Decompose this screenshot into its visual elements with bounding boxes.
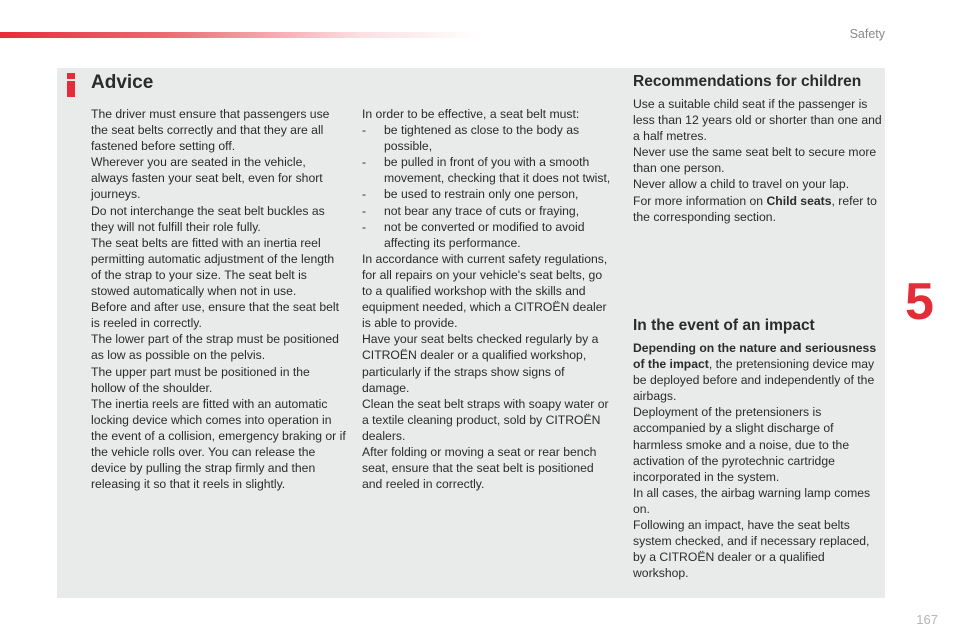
dash-marker: - [362, 219, 367, 234]
dash-marker: - [362, 155, 367, 170]
paragraph: In order to be effective, a seat belt must: [362, 107, 580, 121]
children-heading: Recommendations for children [633, 73, 862, 90]
chapter-number: 5 [905, 273, 934, 331]
list-item: - be used to restrain only one person, [362, 187, 579, 202]
header-accent-bar [0, 32, 480, 38]
paragraph: Wherever you are seated in the vehicle, always fasten your seat belt, even for short journeys. [91, 155, 323, 202]
paragraph: Never use the same seat belt to secure more than one person. [633, 145, 877, 176]
paragraph: Depending on the nature and seriousness of the impact, the pretensioning device may be deployed before and independently of the airbags. [633, 341, 877, 404]
paragraph: In accordance with current safety regulations, for all repairs on your vehicle's seat belts, go to a qualified workshop with the skills and equipment needed, which a CITROËN dealer is able to provide. [362, 251, 608, 331]
info-icon [65, 73, 77, 97]
paragraph: Never allow a child to travel on your lap. [633, 177, 850, 192]
list-item: - be tightened as close to the body as possible, [362, 123, 580, 154]
paragraph: Deployment of the pretensioners is accompanied by a slight discharge of harmless smoke and a noise, due to the activation of the pyrotechnic cartridge incorporated in the system. [633, 405, 850, 484]
paragraph: Use a suitable child seat if the passenger is less than 12 years old or shorter than one and a half metres. [633, 97, 882, 144]
paragraph: The driver must ensure that passengers use the seat belts correctly and that they are all fastened before setting off. [91, 107, 330, 154]
list-item: - not bear any trace of cuts or fraying, [362, 203, 580, 218]
child-seats-reference: Child seats [766, 193, 832, 208]
dash-marker: - [362, 187, 367, 202]
dash-marker: - [362, 203, 367, 218]
paragraph: For more information on Child seats, refer to the corresponding section. [633, 193, 877, 224]
list-item: - be pulled in front of you with a smooth movement, checking that it does not twist, [362, 155, 611, 186]
advice-title: Advice [91, 72, 154, 93]
paragraph: In all cases, the airbag warning lamp comes on. [633, 485, 871, 516]
advice-column-2 [362, 106, 612, 492]
advice-column-1 [91, 106, 346, 492]
paragraph: Following an impact, have the seat belts system checked, and if necessary replaced, by a CITROËN dealer or a qualified workshop. [633, 518, 870, 581]
paragraph: After folding or moving a seat or rear bench seat, ensure that the seat belt is positioned and reeled in correctly. [362, 444, 597, 492]
paragraph: The seat belts are fitted with an inertia reel permitting automatic adjustment of the length of the strap to your size. The seat belt is stowed automatically when not in use. [91, 235, 335, 299]
impact-column [633, 340, 883, 581]
page-number: 167 [916, 612, 938, 627]
paragraph: Have your seat belts checked regularly by a CITROËN dealer or a qualified workshop, particularly if the straps show signs of damage. [362, 332, 599, 395]
impact-heading: In the event of an impact [633, 317, 815, 334]
dash-marker: - [362, 123, 367, 138]
paragraph: The inertia reels are fitted with an automatic locking device which comes into operation in the event of a collision, emergency braking or if the vehicle rolls over. You can release the device by pulling the strap firmly and then releasing it so that it reels in slightly. [91, 396, 346, 492]
list-item: - not be converted or modified to avoid affecting its performance. [362, 219, 585, 250]
paragraph: The upper part must be positioned in the hollow of the shoulder. [91, 364, 310, 395]
section-title: Safety [849, 27, 885, 41]
paragraph: Do not interchange the seat belt buckles as they will not fulfill their role fully. [91, 203, 325, 234]
paragraph: Before and after use, ensure that the seat belt is reeled in correctly. [91, 300, 339, 331]
children-column [633, 96, 883, 225]
paragraph: The lower part of the strap must be positioned as low as possible on the pelvis. [91, 332, 339, 363]
paragraph: Clean the seat belt straps with soapy water or a textile cleaning product, sold by CITROËN dealers. [362, 396, 609, 443]
